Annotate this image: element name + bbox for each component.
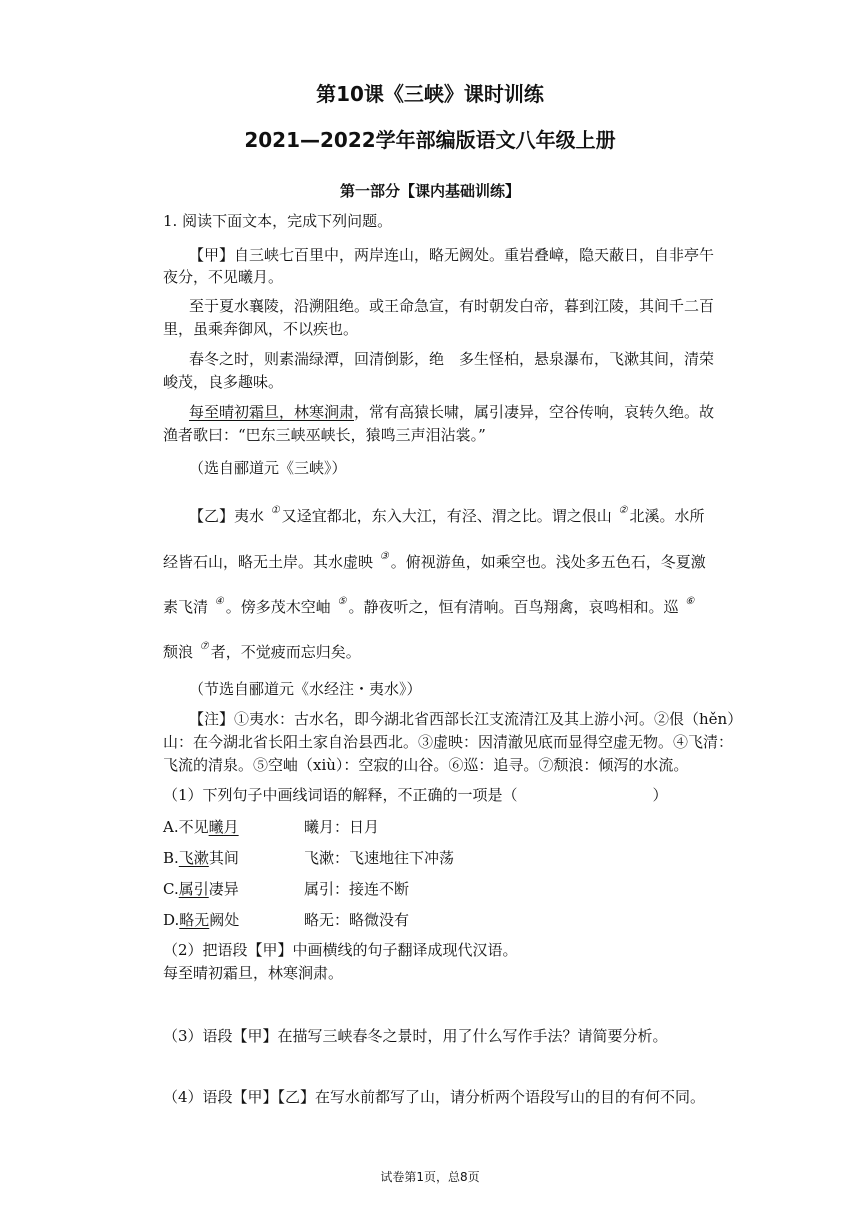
yi-line-3	[163, 591, 696, 618]
option-underlined-word: 曦月	[208, 818, 239, 836]
option-underlined-word: 属引	[178, 880, 209, 898]
jia-paragraph-4-line-1	[189, 401, 714, 423]
note-mark-6: ⑥	[685, 596, 695, 607]
yi-text: 。俯视游鱼，如乘空也。浅处多五色石，冬夏激	[390, 553, 706, 571]
option-underlined-word: 飞漱	[178, 849, 209, 867]
option-text: 阙处	[209, 911, 240, 929]
note-mark-5: ⑤	[337, 596, 347, 607]
note-mark-3: ③	[379, 551, 389, 562]
yi-text: 。静夜听之，恒有清响。百鸟翔禽，哀鸣相和。巡	[348, 598, 684, 616]
option-letter: D.	[163, 911, 180, 929]
option-d	[163, 909, 239, 931]
sub-question-2-sentence: 每至晴初霜旦，林寒涧肃。	[163, 964, 344, 982]
yi-text: 颓浪	[163, 643, 198, 661]
yi-text: 【乙】夷水	[189, 507, 269, 525]
yi-text: 。傍多茂木空岫	[225, 598, 336, 616]
section-title: 第一部分【课内基础训练】	[339, 182, 520, 200]
yi-text: 又迳宜都北，东入大江，有泾、渭之比。谓之佷山	[281, 507, 617, 525]
notes-line-1: 【注】①夷水：古水名，即今湖北省西部长江支流清江及其上游小河。②佷（hěn）	[189, 710, 743, 728]
yi-line-2	[163, 546, 706, 573]
yi-line-1	[189, 500, 705, 527]
yi-text: 经皆石山，略无土岸。其水虚映	[163, 553, 378, 571]
sub-question-3: （3）语段【甲】在描写三峡春冬之景时，用了什么写作手法？请简要分析。	[163, 1027, 668, 1045]
page-subtitle: 2021—2022学年部编版语文八年级上册	[244, 128, 616, 152]
jia-source: （选自郦道元《三峡》）	[189, 459, 347, 477]
note-mark-2: ②	[618, 505, 628, 516]
sub-question-1: （1）下列句子中画线词语的解释，不正确的一项是（ ）	[163, 786, 668, 804]
page-footer: 试卷第1页，总8页	[380, 1170, 480, 1184]
notes-line-2: 山：在今湖北省长阳土家自治县西北。③虚映：因清澈见底而显得空虚无物。④飞清：	[163, 733, 734, 751]
yi-source: （节选自郦道元《水经注・夷水》）	[189, 680, 422, 698]
jia-paragraph-1-line-2: 夜分，不见曦月。	[163, 268, 284, 286]
yi-text: 北溪。水所	[629, 507, 705, 525]
note-mark-7: ⑦	[199, 641, 209, 652]
question-intro: 1. 阅读下面文本，完成下列问题。	[163, 212, 393, 230]
option-letter: B.	[163, 849, 179, 867]
yi-text: 者，不觉疲而忘归矣。	[210, 643, 361, 661]
jia-paragraph-3-line-1: 春冬之时，则素湍绿潭，回清倒影，绝 多生怪柏，悬泉瀑布，飞漱其间，清荣	[189, 350, 715, 368]
option-a	[163, 816, 239, 838]
jia-paragraph-4-line-2: 渔者歌曰：“巴东三峡巫峡长，猿鸣三声泪沾裳。”	[163, 426, 486, 444]
yi-line-4	[163, 636, 361, 663]
jia-paragraph-2-line-1: 至于夏水襄陵，沿溯阻绝。或王命急宣，有时朝发白帝，暮到江陵，其间千二百	[189, 297, 715, 315]
option-text: 凄异	[208, 880, 239, 898]
underlined-sentence: 每至晴初霜旦，林寒涧肃	[189, 403, 355, 421]
jia-paragraph-2-line-2: 里，虽乘奔御风，不以疾也。	[163, 320, 359, 338]
notes-line-3: 飞流的清泉。⑤空岫（xiù）：空寂的山谷。⑥巡：追寻。⑦颓浪：倾泻的水流。	[163, 756, 689, 774]
option-d-definition: 略无：略微没有	[304, 911, 410, 929]
option-text: 不见	[178, 818, 209, 836]
note-mark-4: ④	[214, 596, 224, 607]
note-mark-1: ①	[270, 505, 280, 516]
page-title: 第10课《三峡》课时训练	[316, 82, 544, 106]
jia-paragraph-3-line-2: 峻茂，良多趣味。	[163, 373, 284, 391]
option-text: 其间	[208, 849, 239, 867]
jia-paragraph-1-line-1: 【甲】自三峡七百里中，两岸连山，略无阙处。重岩叠嶂，隐天蔽日，自非亭午	[189, 246, 715, 264]
option-b-definition: 飞漱：飞速地往下冲荡	[304, 849, 455, 867]
option-underlined-word: 略无	[179, 911, 210, 929]
sub-question-2: （2）把语段【甲】中画横线的句子翻译成现代汉语。	[163, 941, 518, 959]
option-b	[163, 847, 239, 869]
jia-paragraph-4-rest: ，常有高猿长啸，属引凄异，空谷传响，哀转久绝。故	[354, 403, 715, 421]
option-a-definition: 曦月：日月	[304, 818, 380, 836]
option-letter: A.	[163, 818, 179, 836]
option-letter: C.	[163, 880, 179, 898]
option-c-definition: 属引：接连不断	[304, 880, 410, 898]
option-c	[163, 878, 239, 900]
yi-text: 素飞清	[163, 598, 213, 616]
sub-question-4: （4）语段【甲】【乙】在写水前都写了山，请分析两个语段写山的目的有何不同。	[163, 1088, 706, 1106]
